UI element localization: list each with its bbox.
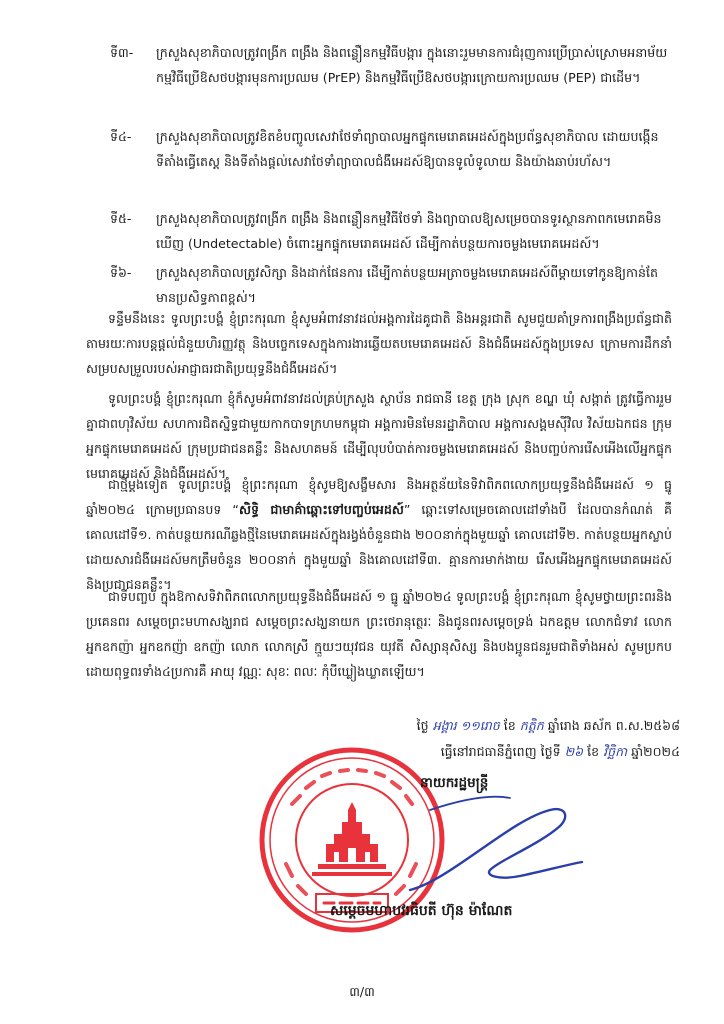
directive-item-5 bbox=[110, 206, 670, 256]
directive-item-6 bbox=[110, 260, 670, 310]
directive-text: ក្រសួងសុខាភិបាលត្រូវពង្រីក ពង្រឹង និងពន្លឿនកម្មវិធីថែទាំ និងព្យាបាលឱ្យសម្រេចបានទូរស្ថានភាពកមេរោគមិនឃើញ (Undetectable) ចំពោះអ្នកផ្ទុកមេរោគអេដស៍ ដើម្បីកាត់បន្ថយការចម្លងមេរោគអេដស៍។ bbox=[156, 211, 662, 251]
directive-number: ទី៦- bbox=[110, 265, 132, 280]
directive-text: ក្រសួងសុខាភិបាលត្រូវពង្រីក ពង្រឹង និងពន្លឿនកម្មវិធីបង្ការ ក្នុងនោះរួមមានការជំរុញការប្រើប្រាស់ស្រោមអនាម័យ កម្មវិធីប្រើឱសថបង្ការមុនការប្រឈម (PrEP) និងកម្មវិធីប្រើឱសថបង្ការក្រោយការប្រឈម (PEP) ជាដើម។ bbox=[156, 45, 668, 85]
directive-text: ក្រសួងសុខាភិបាលត្រូវខិតខំបញ្ចូលសេវាថែទាំព្យាបាលអ្នកផ្ទុកមេរោគអេដស៍ក្នុងប្រព័ន្ធសុខាភិបាល ដោយបង្កើនទីតាំងធ្វើតេស្ត និងទីតាំងផ្តល់សេវាថែទាំព្យាបាលជំងឺអេដស៍ឱ្យបានទូលំទូលាយ និងយ៉ាងឆាប់រហ័ស។ bbox=[156, 129, 659, 169]
paragraph-partners-appeal: ទន្ទឹមនឹងនេះ ទូលព្រះបង្គំ ខ្ញុំព្រះករុណា ខ្ញុំសូមអំពាវនាវដល់អង្គការដៃគូជាតិ និងអន្តរជាតិ សូមជួយគាំទ្រការពង្រឹងប្រព័ន្ធជាតិ តាមរយៈការបន្តផ្តល់ជំនួយហិរញ្ញវត្ថុ និងបច្ចេកទេសក្នុងការងារឆ្លើយតបមេរោគអេដស៍ និងជំងឺអេដស៍ក្នុងប្រទេស ក្រោមការដឹកនាំសម្របសម្រួលរបស់អាជ្ញាធរជាតិប្រយុទ្ធនឹងជំងឺអេដស៍។ bbox=[86, 311, 672, 376]
page-number: ៣/៣ bbox=[349, 984, 375, 999]
solar-day-handwritten: ២៦ bbox=[564, 744, 584, 759]
lunar-month-handwritten: កត្តិក bbox=[519, 718, 544, 733]
directive-text: ក្រសួងសុខាភិបាលត្រូវសិក្សា និងដាក់ផែនការ ដើម្បីកាត់បន្ថយអត្រាចម្លងមេរោគអេដស៍ពីម្តាយទៅកូនឱ្យកាន់តែមានប្រសិទ្ធភាពខ្ពស់។ bbox=[156, 265, 658, 305]
lunar-day-handwritten: អង្គារ ១១រោច bbox=[432, 718, 500, 733]
paragraph-world-aids-day-theme bbox=[86, 472, 672, 597]
theme-intro: ជាថ្មីម្តងទៀត ទូលព្រះបង្គំ ខ្ញុំព្រះករុណា ខ្ញុំសូមឱ្យសង្ខឹមសារ និងអត្ថន័យនៃទិវាពិភពលោកប្រយុទ្ធនឹងជំងឺអេដស៍ ១ ធ្នូ ឆ្នាំ២០២៤ ក្រោមប្រធានបទ “ bbox=[86, 477, 672, 517]
signer-title: នាយករដ្ឋមន្ត្រី bbox=[420, 775, 489, 791]
directive-number: ទី៥- bbox=[110, 211, 132, 226]
directive-item-3 bbox=[110, 40, 670, 90]
theme-goals: ” ឆ្ពោះទៅសម្រេចគោលដៅទាំងបី ដែលបានកំណត់ គឺគោលដៅទី១. កាត់បន្ថយករណីឆ្លងថ្មីនៃមេរោគអេដស៍ក្នុងរង្វង់ចំនួនជាង ២០០នាក់ក្នុងមួយឆ្នាំ គោលដៅទី២. កាត់បន្ថយអ្នកស្លាប់ដោយសារជំងឺអេដស៍មកត្រឹមចំនួន ២០០នាក់ ក្នុងមួយឆ្នាំ និងគោលដៅទី៣. គ្មានការមាក់ងាយ រើសអើងអ្នកផ្ទុកមេរោគអេដស៍ និងប្រជាជនគន្លឹះ។ bbox=[86, 502, 673, 592]
lunar-year: ឆ្នាំរោង ឆស័ក ព.ស.២៥៦៨ bbox=[547, 718, 680, 733]
solar-month-label: ខែ bbox=[587, 744, 600, 759]
theme-title: សិទ្ធិ ជាមាគ៌ាឆ្ពោះទៅបញ្ចប់អេដស៍ bbox=[238, 502, 404, 517]
directive-item-4 bbox=[110, 124, 670, 174]
handwritten-signature-icon bbox=[390, 780, 590, 920]
paragraph-ministries-appeal: ទូលព្រះបង្គំ ខ្ញុំព្រះករុណា ខ្ញុំក៏សូមអំពាវនាវដល់គ្រប់ក្រសួង ស្ថាប័ន រាជធានី ខេត្ត ក្រុង ស្រុក ខណ្ឌ ឃុំ សង្កាត់ ត្រូវធ្វើការរួមគ្នាជាពហុវិស័យ សហការជិតស្និទ្ធជាមួយកាកបាទក្រហមកម្ពុជា អង្គការមិនមែនរដ្ឋាភិបាល អង្គការសង្គមស៊ីវិល វិស័យឯកជន ក្រុមអ្នកផ្ទុកមេរោគអេដស៍ ក្រុមប្រជាជនគន្លឹះ និងសហគមន៍ ដើម្បីលុបបំបាត់ការចម្លងមេរោគអេដស៍ និងបញ្ចប់ការរើសអើងលើអ្នកផ្ទុកមេរោគអេដស៍ និងជំងឺអេដស៍។ bbox=[86, 391, 672, 481]
directive-number: ទី៤- bbox=[110, 129, 132, 144]
lunar-date-line bbox=[320, 714, 680, 737]
solar-year: ឆ្នាំ២០២៤ bbox=[631, 744, 680, 759]
lunar-month-label: ខែ bbox=[503, 718, 516, 733]
solar-place-day-label: ធ្វើនៅរាជធានីភ្នំពេញ ថ្ងៃទី bbox=[440, 744, 561, 759]
lunar-day-label: ថ្ងៃ bbox=[416, 718, 429, 733]
directive-number: ទី៣- bbox=[110, 45, 134, 60]
solar-month-handwritten: វិច្ឆិកា bbox=[603, 744, 628, 759]
paragraph-closing-blessing: ជាទីបញ្ចប់ ក្នុងឱកាសទិវាពិភពលោកប្រយុទ្ធនឹងជំងឺអេដស៍ ១ ធ្នូ ឆ្នាំ២០២៤ ទូលព្រះបង្គំ ខ្ញុំព្រះករុណា ខ្ញុំសូមថ្វាយព្រះពរនិងប្រគេនពរ សម្ដេចព្រះមហាសង្ឃរាជ សម្ដេចព្រះសង្ឃនាយក ព្រះថេរានុត្ថេរៈ និងជូនពរសម្ដេចទ្រង់ ឯកឧត្តម លោកជំទាវ លោកអ្នកឧកញ៉ា អ្នកឧកញ៉ា ឧកញ៉ា លោក លោកស្រី ក្មួយៗយុវជន យុវតី សិស្សានុសិស្ស និងបងប្អូនជនរួមជាតិទាំងអស់ សូមប្រកបដោយពុទ្ធពរទាំង៤ប្រការគឺ អាយុ វណ្ណៈ សុខៈ ពលៈ កុំបីឃ្លៀងឃ្លាតឡើយ។ bbox=[86, 589, 672, 679]
signer-name: សម្តេចមហាបវរធិបតី ហ៊ុន ម៉ាណែត bbox=[330, 903, 513, 919]
